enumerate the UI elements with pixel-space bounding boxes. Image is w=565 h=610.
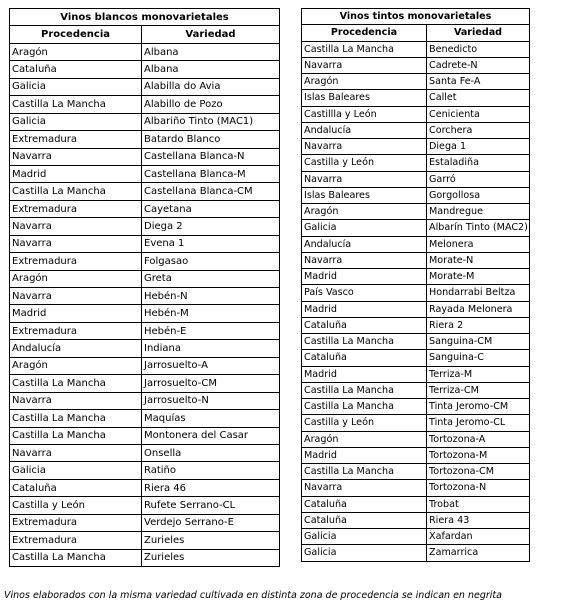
table-row — [10, 340, 280, 357]
table-row — [10, 549, 280, 566]
red-wines-table — [301, 8, 530, 562]
table-row — [10, 200, 280, 217]
variedad-cell: Trobat — [427, 496, 530, 512]
table-row — [10, 61, 280, 78]
red-wines-body — [302, 41, 530, 561]
procedencia-cell: Navarra — [302, 252, 427, 268]
procedencia-cell: Cataluña — [10, 61, 142, 78]
procedencia-cell: Aragón — [302, 74, 427, 90]
variedad-cell: Santa Fe-A — [427, 74, 530, 90]
procedencia-cell: Castilla La Mancha — [10, 427, 142, 444]
procedencia-cell: Cataluña — [302, 350, 427, 366]
procedencia-cell: Extremadura — [10, 131, 142, 148]
table-row — [302, 415, 530, 431]
variedad-cell: Sanguina-CM — [427, 334, 530, 350]
variedad-cell: Garró — [427, 171, 530, 187]
table-row — [10, 479, 280, 496]
procedencia-cell: Navarra — [10, 235, 142, 252]
procedencia-cell: Cataluña — [302, 317, 427, 333]
variedad-cell: Diega 2 — [142, 218, 280, 235]
procedencia-cell: Aragón — [10, 357, 142, 374]
variedad-cell: Terriza-M — [427, 366, 530, 382]
table-row — [302, 529, 530, 545]
variedad-cell: Morate-N — [427, 252, 530, 268]
variedad-cell: Hebén-N — [142, 288, 280, 305]
variedad-cell: Benedicto — [427, 41, 530, 57]
red-wines-col-variedad: Variedad — [427, 25, 530, 41]
table-row — [302, 187, 530, 203]
variedad-cell: Castellana Blanca-CM — [142, 183, 280, 200]
procedencia-cell: Andalucía — [302, 122, 427, 138]
procedencia-cell: Extremadura — [10, 322, 142, 339]
variedad-cell: Mandregue — [427, 204, 530, 220]
table-row — [302, 301, 530, 317]
variedad-cell: Rufete Serrano-CL — [142, 497, 280, 514]
procedencia-cell: Islas Baleares — [302, 187, 427, 203]
white-wines-title: Vinos blancos monovarietales — [10, 9, 280, 26]
variedad-cell: Jarrosuelto-A — [142, 357, 280, 374]
procedencia-cell: Cataluña — [10, 479, 142, 496]
table-row — [10, 410, 280, 427]
procedencia-cell: Madrid — [10, 165, 142, 182]
variedad-cell: Castellana Blanca-M — [142, 165, 280, 182]
variedad-cell: Corchera — [427, 122, 530, 138]
variedad-cell: Cenicienta — [427, 106, 530, 122]
table-row — [10, 235, 280, 252]
procedencia-cell: Andalucía — [10, 340, 142, 357]
variedad-cell: Jarrosuelto-N — [142, 392, 280, 409]
variedad-cell: Estaladiña — [427, 155, 530, 171]
variedad-cell: Cadrete-N — [427, 57, 530, 73]
variedad-cell: Zamarrica — [427, 545, 530, 561]
variedad-cell: Riera 43 — [427, 512, 530, 528]
white-wines-col-variedad: Variedad — [142, 26, 280, 43]
procedencia-cell: Extremadura — [10, 200, 142, 217]
table-row — [302, 139, 530, 155]
variedad-cell: Rayada Melonera — [427, 301, 530, 317]
procedencia-cell: Castilla y León — [10, 497, 142, 514]
variedad-cell: Zurieles — [142, 532, 280, 549]
procedencia-cell: Navarra — [302, 171, 427, 187]
variedad-cell: Albariño Tinto (MAC1) — [142, 113, 280, 130]
procedencia-cell: Castilla La Mancha — [302, 334, 427, 350]
procedencia-cell: Extremadura — [10, 253, 142, 270]
table-row — [302, 74, 530, 90]
white-wines-body — [10, 43, 280, 566]
table-row — [302, 155, 530, 171]
white-wines-header-row — [10, 26, 280, 43]
procedencia-cell: País Vasco — [302, 285, 427, 301]
variedad-cell: Castellana Blanca-N — [142, 148, 280, 165]
table-row — [10, 218, 280, 235]
procedencia-cell: Castilla La Mancha — [10, 375, 142, 392]
variedad-cell: Maquías — [142, 410, 280, 427]
variedad-cell: Morate-M — [427, 269, 530, 285]
variedad-cell: Albarín Tinto (MAC2) — [427, 220, 530, 236]
table-row — [302, 220, 530, 236]
procedencia-cell: Navarra — [10, 288, 142, 305]
procedencia-cell: Aragón — [10, 270, 142, 287]
procedencia-cell: Galicia — [302, 529, 427, 545]
variedad-cell: Gorgollosa — [427, 187, 530, 203]
table-row — [302, 204, 530, 220]
variedad-cell: Albana — [142, 61, 280, 78]
variedad-cell: Hebén-M — [142, 305, 280, 322]
table-row — [302, 90, 530, 106]
table-row — [302, 122, 530, 138]
procedencia-cell: Castilla La Mancha — [302, 382, 427, 398]
procedencia-cell: Galicia — [10, 462, 142, 479]
procedencia-cell: Navarra — [302, 57, 427, 73]
table-row — [10, 497, 280, 514]
table-row — [10, 96, 280, 113]
table-row — [10, 148, 280, 165]
variedad-cell: Zurieles — [142, 549, 280, 566]
procedencia-cell: Aragón — [302, 204, 427, 220]
variedad-cell: Folgasao — [142, 253, 280, 270]
variedad-cell: Albana — [142, 43, 280, 60]
variedad-cell: Batardo Blanco — [142, 131, 280, 148]
procedencia-cell: Madrid — [302, 269, 427, 285]
table-row — [302, 447, 530, 463]
table-row — [302, 285, 530, 301]
procedencia-cell: Castilla La Mancha — [302, 41, 427, 57]
table-row — [10, 270, 280, 287]
table-row — [302, 57, 530, 73]
table-row — [10, 392, 280, 409]
variedad-cell: Verdejo Serrano-E — [142, 514, 280, 531]
procedencia-cell: Cataluña — [302, 496, 427, 512]
procedencia-cell: Castilla y León — [302, 155, 427, 171]
table-row — [10, 357, 280, 374]
red-wines-title: Vinos tintos monovarietales — [302, 9, 530, 25]
procedencia-cell: Navarra — [302, 480, 427, 496]
table-row — [10, 43, 280, 60]
table-row — [10, 375, 280, 392]
procedencia-cell: Navarra — [10, 148, 142, 165]
white-wines-col-procedencia: Procedencia — [10, 26, 142, 43]
variedad-cell: Melonera — [427, 236, 530, 252]
table-row — [302, 269, 530, 285]
variedad-cell: Cayetana — [142, 200, 280, 217]
procedencia-cell: Castillla y León — [302, 106, 427, 122]
procedencia-cell: Castilla y León — [302, 415, 427, 431]
red-wines-title-row — [302, 9, 530, 25]
table-row — [10, 288, 280, 305]
table-row — [10, 131, 280, 148]
variedad-cell: Hondarrabi Beltza — [427, 285, 530, 301]
table-row — [10, 183, 280, 200]
variedad-cell: Indiana — [142, 340, 280, 357]
table-row — [302, 41, 530, 57]
table-row — [302, 236, 530, 252]
variedad-cell: Tortozona-A — [427, 431, 530, 447]
table-row — [10, 444, 280, 461]
procedencia-cell: Castilla La Mancha — [10, 96, 142, 113]
variedad-cell: Riera 2 — [427, 317, 530, 333]
variedad-cell: Alabillo de Pozo — [142, 96, 280, 113]
variedad-cell: Xafardan — [427, 529, 530, 545]
table-row — [302, 171, 530, 187]
variedad-cell: Evena 1 — [142, 235, 280, 252]
table-row — [302, 317, 530, 333]
table-row — [302, 512, 530, 528]
table-row — [302, 496, 530, 512]
variedad-cell: Hebén-E — [142, 322, 280, 339]
procedencia-cell: Galicia — [302, 545, 427, 561]
procedencia-cell: Extremadura — [10, 514, 142, 531]
procedencia-cell: Navarra — [302, 139, 427, 155]
procedencia-cell: Navarra — [10, 444, 142, 461]
variedad-cell: Ratiño — [142, 462, 280, 479]
table-row — [302, 399, 530, 415]
table-row — [302, 431, 530, 447]
table-row — [10, 462, 280, 479]
table-row — [10, 165, 280, 182]
table-row — [302, 106, 530, 122]
variedad-cell: Jarrosuelto-CM — [142, 375, 280, 392]
table-row — [10, 78, 280, 95]
table-row — [10, 532, 280, 549]
procedencia-cell: Madrid — [10, 305, 142, 322]
procedencia-cell: Madrid — [302, 301, 427, 317]
table-row — [10, 113, 280, 130]
procedencia-cell: Extremadura — [10, 532, 142, 549]
variedad-cell: Tortozona-N — [427, 480, 530, 496]
variedad-cell: Sanguina-C — [427, 350, 530, 366]
procedencia-cell: Castilla La Mancha — [10, 549, 142, 566]
variedad-cell: Tortozona-M — [427, 447, 530, 463]
footnote: Vinos elaborados con la misma variedad cultivada en distinta zona de procedencia se indican en negrita — [4, 590, 502, 601]
table-row — [302, 334, 530, 350]
variedad-cell: Riera 46 — [142, 479, 280, 496]
variedad-cell: Tortozona-CM — [427, 464, 530, 480]
table-row — [10, 514, 280, 531]
table-row — [10, 427, 280, 444]
procedencia-cell: Navarra — [10, 218, 142, 235]
procedencia-cell: Cataluña — [302, 512, 427, 528]
red-wines-col-procedencia: Procedencia — [302, 25, 427, 41]
procedencia-cell: Aragón — [302, 431, 427, 447]
procedencia-cell: Galicia — [10, 113, 142, 130]
table-row — [10, 305, 280, 322]
procedencia-cell: Castilla La Mancha — [10, 183, 142, 200]
white-wines-title-row — [10, 9, 280, 26]
table-row — [302, 480, 530, 496]
procedencia-cell: Castilla La Mancha — [302, 464, 427, 480]
variedad-cell: Alabilla do Avia — [142, 78, 280, 95]
variedad-cell: Terriza-CM — [427, 382, 530, 398]
table-row — [302, 350, 530, 366]
variedad-cell: Tinta Jeromo-CL — [427, 415, 530, 431]
table-row — [10, 322, 280, 339]
procedencia-cell: Madrid — [302, 366, 427, 382]
procedencia-cell: Aragón — [10, 43, 142, 60]
procedencia-cell: Navarra — [10, 392, 142, 409]
table-row — [302, 366, 530, 382]
procedencia-cell: Castilla La Mancha — [302, 399, 427, 415]
variedad-cell: Tinta Jeromo-CM — [427, 399, 530, 415]
table-row — [302, 252, 530, 268]
procedencia-cell: Andalucía — [302, 236, 427, 252]
table-row — [302, 545, 530, 561]
procedencia-cell: Islas Baleares — [302, 90, 427, 106]
white-wines-table — [9, 8, 280, 567]
red-wines-header-row — [302, 25, 530, 41]
table-row — [10, 253, 280, 270]
variedad-cell: Montonera del Casar — [142, 427, 280, 444]
table-row — [302, 382, 530, 398]
procedencia-cell: Galicia — [302, 220, 427, 236]
variedad-cell: Onsella — [142, 444, 280, 461]
procedencia-cell: Castilla La Mancha — [10, 410, 142, 427]
variedad-cell: Greta — [142, 270, 280, 287]
procedencia-cell: Galicia — [10, 78, 142, 95]
procedencia-cell: Madrid — [302, 447, 427, 463]
table-row — [302, 464, 530, 480]
variedad-cell: Diega 1 — [427, 139, 530, 155]
variedad-cell: Callet — [427, 90, 530, 106]
